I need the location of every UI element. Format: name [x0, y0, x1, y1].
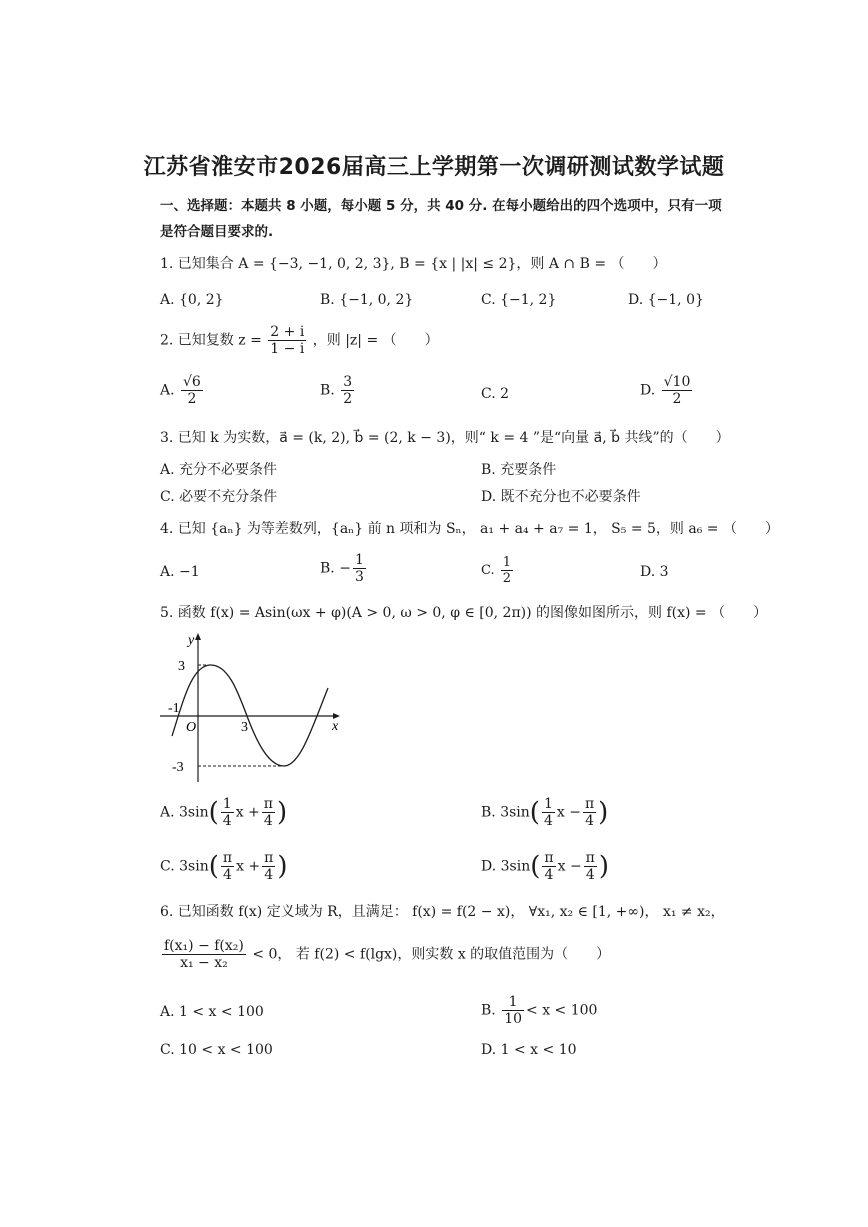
q5-option-a-coef-num: 1 [222, 796, 232, 812]
q5-option-c-coef-den: 4 [223, 867, 232, 883]
q5-option-c-pre: 3sin [179, 858, 209, 875]
q5-option-a-phase-num: π [263, 796, 273, 812]
q5-option-d-mid: x − [557, 858, 582, 875]
section-heading-line2: 是符合题目要求的. [160, 224, 274, 240]
q2-option-d-den: 2 [672, 391, 682, 407]
q2-fraction [268, 324, 306, 357]
q6-option-d [481, 1040, 577, 1060]
q4-option-d-text: 3 [659, 564, 669, 580]
q5-option-b-coef-num: 1 [543, 796, 553, 812]
q2-stem-prefix: 2. 已知复数 z = [160, 332, 262, 349]
q6-option-d-label: D. [481, 1042, 497, 1058]
q6-stem-tail: < 0， 若 f(2) < f(lgx)，则实数 x 的取值范围为（ ） [252, 946, 611, 963]
q1-stem: 1. 已知集合 A = {−3, −1, 0, 2, 3}, B = {x | |x| ≤ 2}，则 A ∩ B = （ ） [160, 256, 667, 272]
q2-fraction-den: 1 − i [270, 341, 305, 357]
q5-option-d-label: D. [481, 858, 497, 875]
q3-option-a: A. 充分不必要条件 [160, 462, 278, 478]
q5-option-b-phase-den: 4 [585, 813, 595, 829]
q2-option-a [160, 374, 205, 407]
q3-option-d: D. 既不充分也不必要条件 [481, 489, 641, 505]
q2-option-d-num: √10 [663, 374, 691, 390]
q2-option-a-label: A. [160, 382, 175, 399]
q6-option-d-text: 1 < x < 10 [500, 1042, 577, 1058]
q6-option-c [160, 1040, 273, 1060]
q4-option-c-den: 2 [502, 571, 512, 586]
q2-option-d [640, 374, 694, 407]
q5-option-c-label: C. [160, 858, 175, 875]
tick-x-zero-label: 3 [241, 720, 248, 735]
q5-option-a-phase-den: 4 [263, 813, 273, 829]
q2-option-b-num: 3 [343, 374, 353, 390]
q3-option-b: B. 充要条件 [481, 462, 557, 478]
q6-option-b-text: < x < 100 [526, 1002, 598, 1019]
q1-option-b: B. {−1, 0, 2} [320, 292, 414, 308]
q5-option-b-label: B. [481, 804, 496, 821]
origin-label: O [186, 720, 197, 735]
q6-stem-line1: 6. 已知函数 f(x) 定义域为 R，且满足： f(x) = f(2 − x)， ∀x₁, x₂ ∈ [1, +∞)， x₁ ≠ x₂， [160, 904, 725, 920]
q1-option-a: A. {0, 2} [160, 292, 224, 308]
q4-option-c [481, 555, 515, 586]
q6-option-c-text: 10 < x < 100 [179, 1042, 273, 1058]
q5-option-c-mid: x + [236, 858, 261, 875]
q2-option-b-label: B. [320, 382, 335, 399]
q5-option-b-phase-num: π [584, 796, 595, 812]
q4-option-b [320, 552, 368, 585]
q1-option-d: D. {−1, 0} [628, 292, 704, 308]
q2-option-a-den: 2 [187, 391, 197, 407]
q2-option-b-den: 2 [343, 391, 353, 407]
q4-option-d [640, 562, 669, 582]
q5-option-b-mid: x − [556, 804, 581, 821]
q2-option-a-num: √6 [183, 374, 201, 390]
q5-stem: 5. 函数 f(x) = Asin(ωx + φ)(A > 0, ω > 0, φ ∈ [0, 2π)) 的图像如图所示，则 f(x) = （ ） [160, 605, 768, 621]
q6-option-c-label: C. [160, 1042, 175, 1058]
q4-stem: 4. 已知 {aₙ} 为等差数列，{aₙ} 前 n 项和为 Sₙ， a₁ + a₄ + a₇ = 1， S₅ = 5，则 a₆ = （ ） [160, 521, 779, 537]
tick-y-min-label: -3 [172, 760, 184, 775]
q6-fraction [162, 938, 246, 971]
q4-option-a-text: −1 [179, 564, 200, 580]
q6-option-a [160, 1002, 264, 1022]
exam-title: 江苏省淮安市2026届高三上学期第一次调研测试数学试题 [143, 155, 725, 180]
q2-option-d-label: D. [640, 382, 656, 399]
q5-option-c-phase-num: π [264, 850, 274, 866]
tick-y-max-label: 3 [178, 659, 185, 674]
q5-option-a-pre: 3sin [179, 804, 209, 821]
q5-option-a: A. 3sin( $\frac{1}{4}$ x + $\frac{\pi}{4}$ ) [160, 796, 288, 829]
q4-option-a-label: A. [160, 564, 175, 580]
q2-option-c-label: C. [481, 386, 496, 402]
q4-option-c-num: 1 [502, 555, 512, 570]
q5-option-a-label: A. [160, 804, 175, 821]
q6-option-a-label: A. [160, 1004, 175, 1020]
q5-option-d-coef-num: π [544, 850, 554, 866]
q6-stem-line2 [160, 938, 610, 971]
q3-stem: 3. 已知 k 为实数，a⃗ = (k, 2), b⃗ = (2, k − 3)，则“ k = 4 ”是“向量 a⃗, b⃗ 共线”的（ ） [160, 430, 730, 446]
q5-option-a-coef-den: 4 [222, 813, 232, 829]
q4-option-b-den: 3 [354, 569, 364, 585]
q5-option-d-coef-den: 4 [544, 867, 554, 883]
q4-option-b-num: 1 [354, 552, 364, 568]
y-axis-arrow [195, 633, 201, 640]
q4-option-d-label: D. [640, 564, 656, 580]
q5-option-d-phase-den: 4 [585, 867, 595, 883]
q5-option-b-pre: 3sin [500, 804, 530, 821]
q6-option-b-label: B. [481, 1002, 496, 1019]
q4-option-b-label: B. [320, 560, 335, 577]
q5-option-c-coef-num: π [222, 850, 233, 866]
q5-option-a-mid: x + [235, 804, 260, 821]
q3-option-c: C. 必要不充分条件 [160, 489, 278, 505]
section-heading-line1: 一、选择题：本题共 8 小题，每小题 5 分，共 40 分. 在每小题给出的四个选项中，只有一项 [160, 198, 722, 214]
q2-stem-suffix: ，则 |z| = （ ） [312, 332, 439, 349]
q2-option-b [320, 374, 356, 407]
q2-option-c-text: 2 [500, 386, 510, 402]
q5-option-d-phase-num: π [585, 850, 595, 866]
q6-option-b-den: 10 [504, 1011, 523, 1027]
y-axis-label: y [188, 633, 195, 648]
tick-x-left-label: -1 [168, 701, 180, 716]
q6-fraction-num: f(x₁) − f(x₂) [164, 938, 244, 954]
q6-option-b [481, 994, 597, 1027]
q2-stem [160, 324, 439, 357]
q5-option-d: D. 3sin( $\frac{\pi}{4}$ x − $\frac{\pi}{4}$ ) [481, 850, 610, 883]
q6-fraction-den: x₁ − x₂ [180, 955, 228, 971]
q4-option-a [160, 562, 200, 582]
q6-option-b-num: 1 [502, 994, 524, 1011]
q2-option-c [481, 384, 509, 404]
q4-option-c-label: C. [481, 563, 495, 578]
q5-option-b-coef-den: 4 [543, 813, 553, 829]
q5-sine-graph [150, 628, 350, 788]
q1-option-c: C. {−1, 2} [481, 292, 557, 308]
x-axis-label: x [332, 719, 339, 734]
q2-fraction-num: 2 + i [270, 324, 305, 340]
q5-option-b: B. 3sin( $\frac{1}{4}$ x − $\frac{\pi}{4}$ ) [481, 796, 609, 829]
q5-option-c-phase-den: 4 [264, 867, 274, 883]
q5-option-d-pre: 3sin [500, 858, 531, 875]
q4-option-b-prefix: − [339, 560, 351, 577]
q5-option-c: C. 3sin( $\frac{\pi}{4}$ x + $\frac{\pi}{4}$ ) [160, 850, 288, 883]
q6-option-a-text: 1 < x < 100 [179, 1004, 264, 1020]
